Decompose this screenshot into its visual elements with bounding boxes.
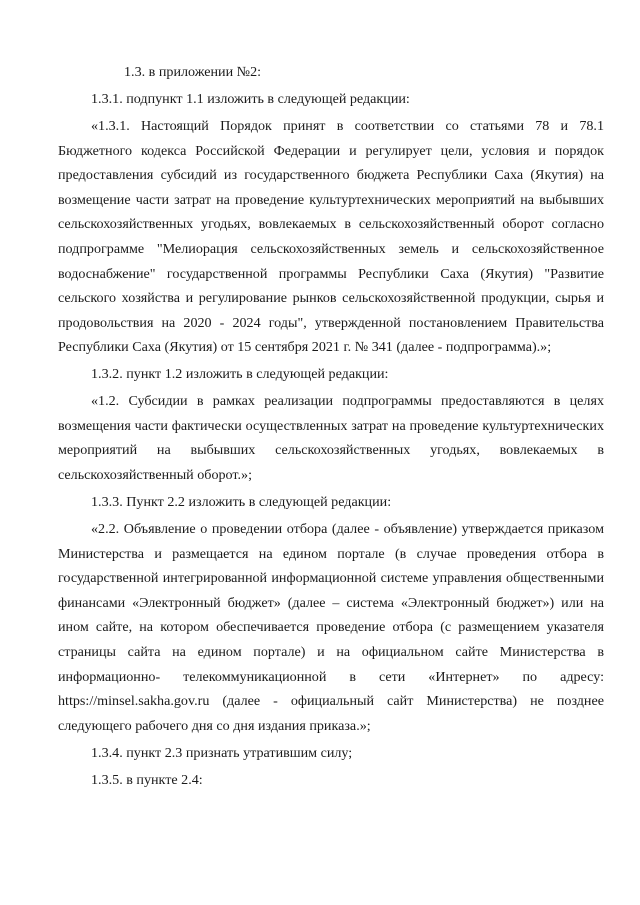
paragraph-1-3-5: 1.3.5. в пункте 2.4: — [91, 771, 203, 788]
paragraph-1-3-2-intro: 1.3.2. пункт 1.2 изложить в следующей редакции: — [91, 366, 389, 383]
section-number: 1.3. — [124, 64, 146, 80]
paragraph-1-3-3-intro: 1.3.3. Пункт 2.2 изложить в следующей редакции: — [91, 494, 392, 511]
paragraph-1-2-quote: «1.2. Субсидии в рамках реализации подпрограммы предоставляются в целях возмещения части фактически осуществленных затрат на проведение культуртехнических мероприятий на выбывших сельскохозяйственных угодьях, вовлекаемых в сельскохозяйственный оборот.»; — [58, 393, 604, 484]
paragraph-1-3-1-quote: «1.3.1. Настоящий Порядок принят в соответствии со статьями 78 и 78.1 Бюджетного кодекса Российской Федерации и регулирует цели, условия и порядок предоставления субсидий из государственного бюджета Республики Саха (Якутия) на возмещение части затрат на проведение культуртехнических мероприятий на выбывших сельскохозяйственных угодьях, вовлекаемых в сельскохозяйственный оборот согласно подпрограмме "Мелиорация сельскохозяйственных земель и сельскохозяйственное водоснабжение" государственной программы Республики Саха (Якутия) "Развитие сельского хозяйства и регулирование рынков сельскохозяйственной продукции, сырья и продовольствия на 2020 - 2024 годы", утвержденной постановлением Правительства Республики Саха (Якутия) от 15 сентября 2021 г. № 341 (далее - подпрограмма).»; — [58, 117, 604, 356]
paragraph-1-3-4: 1.3.4. пункт 2.3 признать утратившим силу; — [91, 744, 353, 761]
section-heading-1-3 — [58, 60, 604, 85]
section-heading-text: в приложении №2: — [148, 64, 262, 80]
document-body — [58, 60, 604, 795]
paragraph-2-2-quote: «2.2. Объявление о проведении отбора (далее - объявление) утверждается приказом Министерства и размещается на едином портале (в случае проведения отбора в государственной интегрированной информационной системе управления общественными финансами «Электронный бюджет» (далее – система «Электронный бюджет») или на ином сайте, на котором обеспечивается проведение отбора (с размещением указателя страницы сайта на едином портале) и на официальном сайте Министерства в информационно- телекоммуникационной в сети «Интернет» по адресу: https://minsel.sakha.gov.ru (далее - официальный сайт Министерства) не позднее следующего рабочего дня со дня издания приказа.»; — [58, 521, 604, 734]
paragraph-1-3-1-intro: 1.3.1. подпункт 1.1 изложить в следующей редакции: — [91, 90, 410, 107]
